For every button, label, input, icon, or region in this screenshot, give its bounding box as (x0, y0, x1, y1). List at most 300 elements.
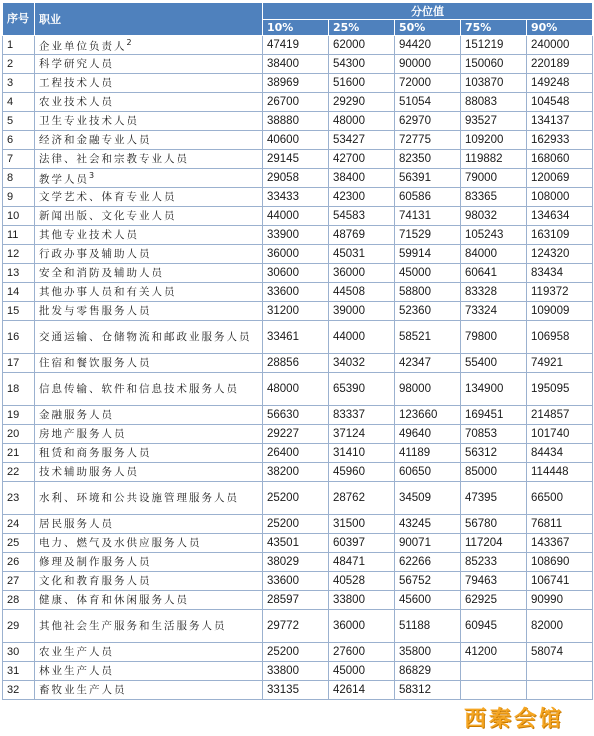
value-cell: 101740 (527, 425, 593, 444)
value-cell: 109009 (527, 302, 593, 321)
table-row (3, 188, 593, 207)
value-cell: 169451 (461, 406, 527, 425)
seq-cell: 10 (3, 207, 35, 226)
occupation-name: 科学研究人员 (39, 57, 114, 70)
value-cell: 134137 (527, 112, 593, 131)
table-row (3, 406, 593, 425)
value-cell: 119882 (461, 150, 527, 169)
value-cell: 44000 (329, 321, 395, 354)
occupation-name: 企业单位负责人 (39, 40, 127, 53)
table-row (3, 207, 593, 226)
value-cell: 56752 (395, 572, 461, 591)
seq-cell: 27 (3, 572, 35, 591)
value-cell: 38029 (263, 553, 329, 572)
occupation-cell (35, 681, 263, 700)
percentile-header: 90% (527, 20, 593, 36)
value-cell: 123660 (395, 406, 461, 425)
value-cell: 30600 (263, 264, 329, 283)
value-cell: 25200 (263, 482, 329, 515)
table-row (3, 93, 593, 112)
value-cell: 104548 (527, 93, 593, 112)
occupation-name: 卫生专业技术人员 (39, 114, 139, 127)
occupation-cell (35, 425, 263, 444)
value-cell: 25200 (263, 515, 329, 534)
value-cell: 73324 (461, 302, 527, 321)
value-cell (461, 681, 527, 700)
occupation-name: 居民服务人员 (39, 517, 114, 530)
value-cell: 36000 (329, 264, 395, 283)
value-cell: 40528 (329, 572, 395, 591)
value-cell: 82350 (395, 150, 461, 169)
footnote-marker: 3 (89, 171, 95, 181)
table-row (3, 245, 593, 264)
value-cell: 76811 (527, 515, 593, 534)
occupation-cell (35, 169, 263, 188)
value-cell: 44508 (329, 283, 395, 302)
occupation-cell (35, 482, 263, 515)
occupation-cell (35, 444, 263, 463)
table-row (3, 553, 593, 572)
value-cell: 43501 (263, 534, 329, 553)
occupation-cell (35, 207, 263, 226)
value-cell: 38400 (263, 55, 329, 74)
occupation-name: 行政办事及辅助人员 (39, 247, 152, 260)
value-cell: 59914 (395, 245, 461, 264)
occupation-name: 其他办事人员和有关人员 (39, 285, 177, 298)
value-cell: 54300 (329, 55, 395, 74)
seq-cell: 16 (3, 321, 35, 354)
table-row (3, 112, 593, 131)
occupation-cell (35, 245, 263, 264)
value-cell: 33800 (329, 591, 395, 610)
value-cell: 29145 (263, 150, 329, 169)
value-cell: 151219 (461, 36, 527, 55)
table-row (3, 591, 593, 610)
value-cell: 49640 (395, 425, 461, 444)
value-cell: 38880 (263, 112, 329, 131)
value-cell (527, 662, 593, 681)
value-cell: 40600 (263, 131, 329, 150)
seq-cell: 30 (3, 643, 35, 662)
seq-cell: 12 (3, 245, 35, 264)
occupation-header: 职业 (35, 3, 263, 36)
value-cell: 85233 (461, 553, 527, 572)
table-body (3, 36, 593, 700)
seq-cell: 17 (3, 354, 35, 373)
value-cell: 60945 (461, 610, 527, 643)
value-cell: 48471 (329, 553, 395, 572)
value-cell: 52360 (395, 302, 461, 321)
value-cell (527, 681, 593, 700)
value-cell: 44000 (263, 207, 329, 226)
value-cell: 56780 (461, 515, 527, 534)
value-cell: 41200 (461, 643, 527, 662)
seq-cell: 3 (3, 74, 35, 93)
value-cell: 29058 (263, 169, 329, 188)
seq-cell: 11 (3, 226, 35, 245)
seq-cell: 18 (3, 373, 35, 406)
occupation-name: 修理及制作服务人员 (39, 555, 152, 568)
value-cell: 114448 (527, 463, 593, 482)
table-row (3, 463, 593, 482)
value-cell: 143367 (527, 534, 593, 553)
value-cell: 54583 (329, 207, 395, 226)
occupation-cell (35, 572, 263, 591)
occupation-cell (35, 373, 263, 406)
occupation-cell (35, 150, 263, 169)
value-cell: 83365 (461, 188, 527, 207)
seq-cell: 31 (3, 662, 35, 681)
value-cell: 58521 (395, 321, 461, 354)
occupation-cell (35, 36, 263, 55)
value-cell: 60397 (329, 534, 395, 553)
value-cell: 48769 (329, 226, 395, 245)
value-cell: 109200 (461, 131, 527, 150)
table-row (3, 643, 593, 662)
occupation-cell (35, 553, 263, 572)
occupation-name: 农业技术人员 (39, 95, 114, 108)
value-cell: 195095 (527, 373, 593, 406)
seq-cell: 26 (3, 553, 35, 572)
value-cell: 35800 (395, 643, 461, 662)
value-cell: 38969 (263, 74, 329, 93)
value-cell: 28762 (329, 482, 395, 515)
footnote-marker: 2 (126, 38, 132, 48)
table-row (3, 662, 593, 681)
value-cell: 214857 (527, 406, 593, 425)
value-cell (461, 662, 527, 681)
value-cell: 31200 (263, 302, 329, 321)
occupation-name: 电力、燃气及水供应服务人员 (39, 536, 202, 549)
value-cell: 90000 (395, 55, 461, 74)
value-cell: 51188 (395, 610, 461, 643)
occupation-name: 经济和金融专业人员 (39, 133, 152, 146)
value-cell: 74131 (395, 207, 461, 226)
value-cell: 85000 (461, 463, 527, 482)
occupation-name: 文化和教育服务人员 (39, 574, 152, 587)
occupation-cell (35, 302, 263, 321)
table-row (3, 264, 593, 283)
value-cell: 47395 (461, 482, 527, 515)
value-cell: 90990 (527, 591, 593, 610)
value-cell: 86829 (395, 662, 461, 681)
percentile-header: 25% (329, 20, 395, 36)
value-cell: 33900 (263, 226, 329, 245)
value-cell: 79000 (461, 169, 527, 188)
value-cell: 58800 (395, 283, 461, 302)
occupation-name: 畜牧业生产人员 (39, 683, 127, 696)
occupation-cell (35, 406, 263, 425)
value-cell: 220189 (527, 55, 593, 74)
value-cell: 31410 (329, 444, 395, 463)
occupation-name: 信息传输、软件和信息技术服务人员 (39, 382, 239, 395)
value-cell: 108000 (527, 188, 593, 207)
value-cell: 240000 (527, 36, 593, 55)
occupation-name: 批发与零售服务人员 (39, 304, 152, 317)
seq-cell: 1 (3, 36, 35, 55)
occupation-cell (35, 463, 263, 482)
value-cell: 83434 (527, 264, 593, 283)
seq-cell: 28 (3, 591, 35, 610)
value-cell: 38200 (263, 463, 329, 482)
table-row (3, 321, 593, 354)
table-row (3, 572, 593, 591)
salary-percentile-table (2, 2, 593, 700)
occupation-name: 文学艺术、体育专业人员 (39, 190, 177, 203)
value-cell: 71529 (395, 226, 461, 245)
value-cell: 55400 (461, 354, 527, 373)
value-cell: 74921 (527, 354, 593, 373)
value-cell: 120069 (527, 169, 593, 188)
seq-cell: 22 (3, 463, 35, 482)
seq-cell: 21 (3, 444, 35, 463)
seq-cell: 29 (3, 610, 35, 643)
value-cell: 119372 (527, 283, 593, 302)
value-cell: 33600 (263, 572, 329, 591)
seq-cell: 13 (3, 264, 35, 283)
value-cell: 103870 (461, 74, 527, 93)
value-cell: 33461 (263, 321, 329, 354)
value-cell: 42347 (395, 354, 461, 373)
table-row (3, 55, 593, 74)
value-cell: 42700 (329, 150, 395, 169)
occupation-cell (35, 610, 263, 643)
value-cell: 31500 (329, 515, 395, 534)
occupation-cell (35, 534, 263, 553)
occupation-cell (35, 188, 263, 207)
value-cell: 53427 (329, 131, 395, 150)
value-cell: 60650 (395, 463, 461, 482)
occupation-cell (35, 226, 263, 245)
value-cell: 36000 (263, 245, 329, 264)
value-cell: 88083 (461, 93, 527, 112)
table-header (3, 3, 593, 36)
value-cell: 42614 (329, 681, 395, 700)
occupation-name: 其他社会生产服务和生活服务人员 (39, 619, 227, 632)
value-cell: 60641 (461, 264, 527, 283)
value-cell: 134634 (527, 207, 593, 226)
seq-cell: 24 (3, 515, 35, 534)
occupation-cell (35, 321, 263, 354)
value-cell: 79463 (461, 572, 527, 591)
table-row (3, 169, 593, 188)
occupation-name: 安全和消防及辅助人员 (39, 266, 164, 279)
value-cell: 38400 (329, 169, 395, 188)
occupation-cell (35, 74, 263, 93)
value-cell: 45000 (329, 662, 395, 681)
table-row (3, 482, 593, 515)
value-cell: 29772 (263, 610, 329, 643)
value-cell: 93527 (461, 112, 527, 131)
table-row (3, 610, 593, 643)
percentile-header: 75% (461, 20, 527, 36)
value-cell: 108690 (527, 553, 593, 572)
value-cell: 62000 (329, 36, 395, 55)
occupation-name: 工程技术人员 (39, 76, 114, 89)
value-cell: 83328 (461, 283, 527, 302)
value-cell: 33600 (263, 283, 329, 302)
value-cell: 106741 (527, 572, 593, 591)
seq-cell: 20 (3, 425, 35, 444)
watermark-logo: 西秦会馆 (464, 707, 565, 732)
value-cell: 56630 (263, 406, 329, 425)
value-cell: 62266 (395, 553, 461, 572)
table-row (3, 74, 593, 93)
seq-cell: 25 (3, 534, 35, 553)
value-cell: 28597 (263, 591, 329, 610)
value-cell: 45000 (395, 264, 461, 283)
seq-cell: 5 (3, 112, 35, 131)
table-row (3, 373, 593, 406)
value-cell: 66500 (527, 482, 593, 515)
value-cell: 168060 (527, 150, 593, 169)
value-cell: 56312 (461, 444, 527, 463)
value-cell: 60586 (395, 188, 461, 207)
seq-cell: 32 (3, 681, 35, 700)
percentile-header: 10% (263, 20, 329, 36)
value-cell: 79800 (461, 321, 527, 354)
occupation-cell (35, 354, 263, 373)
table-row (3, 515, 593, 534)
value-cell: 45600 (395, 591, 461, 610)
table-row (3, 302, 593, 321)
occupation-name: 技术辅助服务人员 (39, 465, 139, 478)
value-cell: 27600 (329, 643, 395, 662)
table-row (3, 226, 593, 245)
value-cell: 98000 (395, 373, 461, 406)
seq-cell: 8 (3, 169, 35, 188)
value-cell: 150060 (461, 55, 527, 74)
occupation-cell (35, 112, 263, 131)
value-cell: 70853 (461, 425, 527, 444)
table-row (3, 131, 593, 150)
value-cell: 105243 (461, 226, 527, 245)
table-row (3, 534, 593, 553)
occupation-cell (35, 643, 263, 662)
occupation-name: 林业生产人员 (39, 664, 114, 677)
value-cell: 48000 (329, 112, 395, 131)
value-cell: 42300 (329, 188, 395, 207)
table-row (3, 354, 593, 373)
value-cell: 51600 (329, 74, 395, 93)
seq-cell: 19 (3, 406, 35, 425)
occupation-name: 金融服务人员 (39, 408, 114, 421)
value-cell: 84000 (461, 245, 527, 264)
occupation-name: 法律、社会和宗教专业人员 (39, 152, 189, 165)
value-cell: 29290 (329, 93, 395, 112)
occupation-cell (35, 93, 263, 112)
table-row (3, 425, 593, 444)
seq-cell: 9 (3, 188, 35, 207)
value-cell: 162933 (527, 131, 593, 150)
occupation-name: 房地产服务人员 (39, 427, 127, 440)
value-cell: 25200 (263, 643, 329, 662)
percentile-group-header: 分位值 (263, 3, 593, 20)
value-cell: 37124 (329, 425, 395, 444)
value-cell: 62925 (461, 591, 527, 610)
occupation-name: 租赁和商务服务人员 (39, 446, 152, 459)
occupation-name: 教学人员 (39, 173, 89, 186)
value-cell: 41189 (395, 444, 461, 463)
value-cell: 58312 (395, 681, 461, 700)
value-cell: 134900 (461, 373, 527, 406)
value-cell: 62970 (395, 112, 461, 131)
occupation-name: 水利、环境和公共设施管理服务人员 (39, 491, 239, 504)
seq-cell: 15 (3, 302, 35, 321)
value-cell: 29227 (263, 425, 329, 444)
occupation-cell (35, 264, 263, 283)
table-row (3, 444, 593, 463)
value-cell: 163109 (527, 226, 593, 245)
value-cell: 45031 (329, 245, 395, 264)
value-cell: 36000 (329, 610, 395, 643)
value-cell: 72000 (395, 74, 461, 93)
occupation-name: 健康、体育和休闲服务人员 (39, 593, 189, 606)
value-cell: 106958 (527, 321, 593, 354)
occupation-cell (35, 55, 263, 74)
value-cell: 117204 (461, 534, 527, 553)
value-cell: 94420 (395, 36, 461, 55)
value-cell: 33800 (263, 662, 329, 681)
occupation-name: 住宿和餐饮服务人员 (39, 356, 152, 369)
occupation-cell (35, 662, 263, 681)
seq-cell: 6 (3, 131, 35, 150)
occupation-name: 交通运输、仓储物流和邮政业服务人员 (39, 330, 252, 343)
value-cell: 26400 (263, 444, 329, 463)
value-cell: 58074 (527, 643, 593, 662)
occupation-name: 新闻出版、文化专业人员 (39, 209, 177, 222)
occupation-name: 农业生产人员 (39, 645, 114, 658)
value-cell: 98032 (461, 207, 527, 226)
value-cell: 90071 (395, 534, 461, 553)
value-cell: 48000 (263, 373, 329, 406)
value-cell: 45960 (329, 463, 395, 482)
value-cell: 149248 (527, 74, 593, 93)
value-cell: 33433 (263, 188, 329, 207)
value-cell: 39000 (329, 302, 395, 321)
occupation-name: 其他专业技术人员 (39, 228, 139, 241)
value-cell: 72775 (395, 131, 461, 150)
table-row (3, 36, 593, 55)
occupation-cell (35, 131, 263, 150)
seq-cell: 23 (3, 482, 35, 515)
value-cell: 124320 (527, 245, 593, 264)
value-cell: 65390 (329, 373, 395, 406)
value-cell: 51054 (395, 93, 461, 112)
percentile-header: 50% (395, 20, 461, 36)
seq-cell: 4 (3, 93, 35, 112)
value-cell: 84434 (527, 444, 593, 463)
seq-cell: 7 (3, 150, 35, 169)
value-cell: 83337 (329, 406, 395, 425)
value-cell: 82000 (527, 610, 593, 643)
table-row (3, 681, 593, 700)
occupation-cell (35, 515, 263, 534)
value-cell: 33135 (263, 681, 329, 700)
seq-header: 序号 (3, 3, 35, 36)
value-cell: 56391 (395, 169, 461, 188)
value-cell: 34032 (329, 354, 395, 373)
value-cell: 26700 (263, 93, 329, 112)
seq-cell: 14 (3, 283, 35, 302)
value-cell: 28856 (263, 354, 329, 373)
occupation-cell (35, 283, 263, 302)
value-cell: 47419 (263, 36, 329, 55)
value-cell: 43245 (395, 515, 461, 534)
table-row (3, 150, 593, 169)
table-row (3, 283, 593, 302)
occupation-cell (35, 591, 263, 610)
